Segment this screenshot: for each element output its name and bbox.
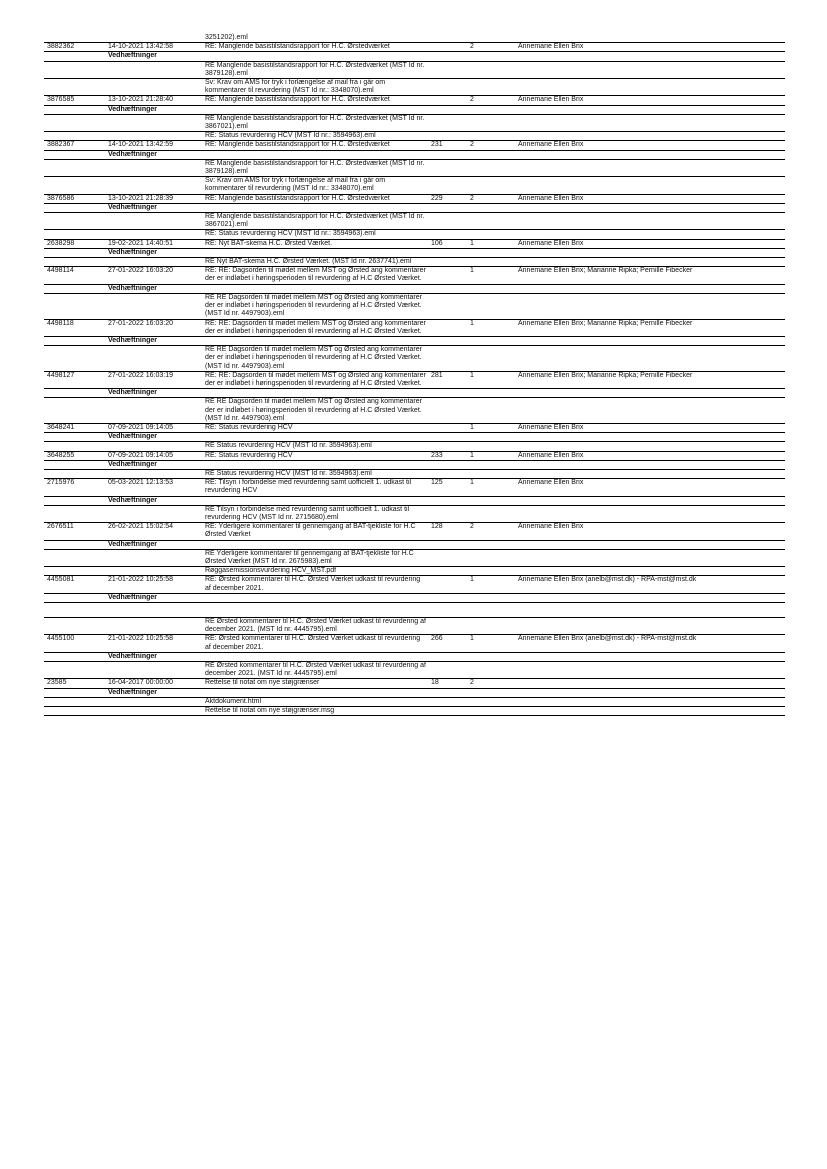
document-id: 3876585 xyxy=(44,96,105,105)
document-recipients: Annemarie Ellen Brix xyxy=(515,523,785,540)
document-date: 14-10-2021 13:42:59 xyxy=(105,141,202,150)
document-count-a: 229 xyxy=(428,194,467,203)
document-recipients: Annemarie Ellen Brix xyxy=(515,96,785,105)
document-count-b: 1 xyxy=(467,267,515,284)
document-date: 27-01-2022 16:03:19 xyxy=(105,371,202,388)
attachments-header-row xyxy=(44,460,785,469)
attachments-label: Vedhæftninger xyxy=(105,336,202,345)
attachments-label: Vedhæftninger xyxy=(105,433,202,442)
document-count-a: 233 xyxy=(428,451,467,460)
document-id: 2715976 xyxy=(44,479,105,496)
attachment-filename[interactable]: Sv: Krav om AMS for tryk i forlængelse af mail fra i går om kommentarer til revurdering (MST Id nr.: 3348070).eml xyxy=(202,177,428,194)
document-recipients: Annemarie Ellen Brix xyxy=(515,479,785,496)
document-recipients xyxy=(515,679,785,688)
attachments-header-row xyxy=(44,203,785,212)
document-date: 19-02-2021 14:40:51 xyxy=(105,239,202,248)
document-id: 3648241 xyxy=(44,423,105,432)
document-recipients: Annemarie Ellen Brix xyxy=(515,141,785,150)
attachment-filename[interactable]: RE Ørsted kommentarer til H.C. Ørsted Værket udkast til revurdering af december 2021. (MST Id nr. 4445795).eml xyxy=(202,618,428,635)
attachment-row[interactable] xyxy=(44,567,785,576)
document-id: 4498127 xyxy=(44,371,105,388)
document-date: 07-09-2021 09:14:05 xyxy=(105,423,202,432)
document-page xyxy=(44,34,785,716)
attachments-label: Vedhæftninger xyxy=(105,284,202,293)
attachment-row[interactable] xyxy=(44,213,785,230)
attachment-filename[interactable]: RE Manglende basistilstandsrapport for H.C. Ørstedværket (MST Id nr. 3879128).eml xyxy=(202,61,428,78)
document-subject: RE: RE: Dagsorden til mødet mellem MST og Ørsted ang kommentarer der er indløbet i høringsperioden til revurdering af H.C Ørsted Værket. xyxy=(202,371,428,388)
attachment-filename[interactable]: Aktdokument.html xyxy=(202,697,428,706)
attachments-header-row xyxy=(44,248,785,257)
document-recipients: Annemarie Ellen Brix xyxy=(515,423,785,432)
attachments-header-row xyxy=(44,105,785,114)
document-row[interactable] xyxy=(44,43,785,52)
document-count-a: 106 xyxy=(428,239,467,248)
document-row[interactable] xyxy=(44,479,785,496)
document-count-b: 1 xyxy=(467,576,515,593)
document-row[interactable] xyxy=(44,371,785,388)
attachments-label: Vedhæftninger xyxy=(105,203,202,212)
document-date: 27-01-2022 16:03:20 xyxy=(105,319,202,336)
attachment-filename[interactable]: RE Manglende basistilstandsrapport for H.C. Ørstedværket (MST Id nr. 3879128).eml xyxy=(202,159,428,176)
document-subject: RE: RE: Dagsorden til mødet mellem MST og Ørsted ang kommentarer der er indløbet i høringsperioden til revurdering af H.C Ørsted Værket. xyxy=(202,319,428,336)
attachment-row[interactable] xyxy=(44,61,785,78)
document-row[interactable] xyxy=(44,451,785,460)
document-id: 23585 xyxy=(44,679,105,688)
document-subject: RE: Manglende basistilstandsrapport for H.C. Ørstedværket xyxy=(202,141,428,150)
attachments-header-row xyxy=(44,389,785,398)
document-id: 3882362 xyxy=(44,43,105,52)
document-row[interactable] xyxy=(44,239,785,248)
attachments-header-row xyxy=(44,593,785,602)
document-count-b: 1 xyxy=(467,371,515,388)
document-count-a xyxy=(428,423,467,432)
attachment-row[interactable] xyxy=(44,177,785,194)
attachment-row[interactable] xyxy=(44,707,785,716)
attachment-filename[interactable]: RE Manglende basistilstandsrapport for H.C. Ørstedværket (MST Id nr. 3867021).eml xyxy=(202,114,428,131)
attachment-filename[interactable]: RE RE Dagsorden til mødet mellem MST og Ørsted ang kommentarer der er indløbet i høringsperioden til revurdering af H.C Ørsted Værket. (MST Id nr. 4497903).eml xyxy=(202,293,428,319)
document-row[interactable] xyxy=(44,141,785,150)
attachments-header-row xyxy=(44,433,785,442)
attachment-filename[interactable] xyxy=(202,603,428,618)
document-count-b: 1 xyxy=(467,319,515,336)
document-recipients: Annemarie Ellen Brix; Marianne Ripka; Pernille Fibecker xyxy=(515,319,785,336)
document-subject: RE: Yderligere kommentarer til gennemgang af BAT-tjekliste for H.C Ørsted Værket xyxy=(202,523,428,540)
document-date: 21-01-2022 10:25:58 xyxy=(105,635,202,652)
attachment-filename[interactable]: RE: Status revurdering HCV (MST Id nr.: 3594963).eml xyxy=(202,132,428,141)
attachment-row[interactable] xyxy=(44,662,785,679)
attachment-filename[interactable]: Rettelse til notat om nye støjgrænser.msg xyxy=(202,707,428,716)
attachment-row[interactable] xyxy=(44,469,785,478)
attachment-row[interactable] xyxy=(44,505,785,522)
attachments-label: Vedhæftninger xyxy=(105,540,202,549)
document-count-a xyxy=(428,43,467,52)
attachments-header-row xyxy=(44,150,785,159)
document-count-a: 128 xyxy=(428,523,467,540)
attachment-row[interactable] xyxy=(44,79,785,96)
attachments-label: Vedhæftninger xyxy=(105,150,202,159)
document-date: 26-02-2021 15:02:54 xyxy=(105,523,202,540)
attachments-header-row xyxy=(44,652,785,661)
continued-fragment: 3251202).eml xyxy=(202,34,428,43)
document-recipients: Annemarie Ellen Brix xyxy=(515,43,785,52)
document-id: 3882367 xyxy=(44,141,105,150)
document-row[interactable] xyxy=(44,267,785,284)
document-list-table xyxy=(44,34,785,716)
attachment-filename[interactable]: RE Status revurdering HCV (MST Id nr. 3594963).eml xyxy=(202,469,428,478)
document-id: 4498114 xyxy=(44,267,105,284)
attachment-filename[interactable]: RE Ørsted kommentarer til H.C. Ørsted Værket udkast til revurdering af december 2021. (MST Id nr. 4445795).eml xyxy=(202,662,428,679)
attachment-filename[interactable]: RE Nyt BAT-skema H.C. Ørsted Værket. (MST Id nr. 2637741).eml xyxy=(202,258,428,267)
attachment-row[interactable] xyxy=(44,132,785,141)
attachment-filename[interactable]: RE Manglende basistilstandsrapport for H.C. Ørstedværket (MST Id nr. 3867021).eml xyxy=(202,213,428,230)
attachments-header-row xyxy=(44,496,785,505)
document-date: 14-10-2021 13:42:58 xyxy=(105,43,202,52)
attachments-label: Vedhæftninger xyxy=(105,248,202,257)
document-recipients: Annemarie Ellen Brix; Marianne Ripka; Pernille Fibecker xyxy=(515,371,785,388)
document-row[interactable] xyxy=(44,194,785,203)
document-date: 13-10-2021 21:28:40 xyxy=(105,96,202,105)
document-count-b: 1 xyxy=(467,451,515,460)
document-subject: RE: Tilsyn i forbindelse med revurdering samt uofficielt 1. udkast til revurdering HCV xyxy=(202,479,428,496)
attachment-row[interactable] xyxy=(44,230,785,239)
document-id: 3876586 xyxy=(44,194,105,203)
document-date: 07-09-2021 09:14:05 xyxy=(105,451,202,460)
attachment-filename[interactable]: RE Tilsyn i forbindelse med revurdering samt uofficielt 1. udkast til revurdering HCV (MST Id nr. 2715680).eml xyxy=(202,505,428,522)
document-subject: RE: Ørsted kommentarer til H.C. Ørsted Værket udkast til revurdering af december 2021. xyxy=(202,635,428,652)
document-date: 21-01-2022 10:25:58 xyxy=(105,576,202,593)
attachments-label: Vedhæftninger xyxy=(105,652,202,661)
document-subject: RE: RE: Dagsorden til mødet mellem MST og Ørsted ang kommentarer der er indløbet i høringsperioden til revurdering af H.C Ørsted Værket. xyxy=(202,267,428,284)
document-date: 13-10-2021 21:28:39 xyxy=(105,194,202,203)
document-count-a: 125 xyxy=(428,479,467,496)
document-recipients: Annemarie Ellen Brix (anelb@mst.dk) - RPA-mst@mst.dk xyxy=(515,635,785,652)
attachments-header-row xyxy=(44,284,785,293)
document-count-a: 231 xyxy=(428,141,467,150)
document-id: 2676511 xyxy=(44,523,105,540)
document-subject: RE: Ørsted kommentarer til H.C. Ørsted Værket udkast til revurdering af december 2021. xyxy=(202,576,428,593)
attachments-header-row xyxy=(44,52,785,61)
document-id: 4455100 xyxy=(44,635,105,652)
attachment-filename[interactable]: RE Yderligere kommentarer til gennemgang af BAT-tjekliste for H.C Ørsted Værket (MST Id nr. 2675983).eml xyxy=(202,549,428,566)
document-row[interactable] xyxy=(44,523,785,540)
attachment-filename[interactable]: RE Status revurdering HCV (MST Id nr. 3594963).eml xyxy=(202,442,428,451)
document-row[interactable] xyxy=(44,576,785,593)
document-subject: RE: Manglende basistilstandsrapport for H.C. Ørstedværket xyxy=(202,43,428,52)
document-recipients: Annemarie Ellen Brix xyxy=(515,451,785,460)
document-count-a xyxy=(428,267,467,284)
attachment-filename[interactable]: Røggasemissionsvurdering HCV_MST.pdf xyxy=(202,567,428,576)
document-subject: RE: Nyt BAT-skema H.C. Ørsted Værket. xyxy=(202,239,428,248)
document-count-a: 18 xyxy=(428,679,467,688)
attachment-filename[interactable]: RE RE Dagsorden til mødet mellem MST og Ørsted ang kommentarer der er indløbet i høringsperioden til revurdering af H.C Ørsted Værket. (MST Id nr. 4497903).eml xyxy=(202,398,428,424)
document-row[interactable] xyxy=(44,635,785,652)
attachment-filename[interactable]: Sv: Krav om AMS for tryk i forlængelse af mail fra i går om kommentarer til revurdering (MST Id nr.: 3348070).eml xyxy=(202,79,428,96)
document-date: 05-03-2021 12:13:53 xyxy=(105,479,202,496)
attachment-row[interactable] xyxy=(44,697,785,706)
document-subject: RE: Status revurdering HCV xyxy=(202,423,428,432)
document-subject: Rettelse til notat om nye støjgrænser xyxy=(202,679,428,688)
attachment-row[interactable] xyxy=(44,618,785,635)
document-date: 16-04-2017 00:00:00 xyxy=(105,679,202,688)
document-count-a xyxy=(428,96,467,105)
attachments-label: Vedhæftninger xyxy=(105,496,202,505)
attachment-row[interactable] xyxy=(44,549,785,566)
attachments-header-row xyxy=(44,336,785,345)
document-id: 3648255 xyxy=(44,451,105,460)
document-row[interactable] xyxy=(44,319,785,336)
attachments-header-row xyxy=(44,540,785,549)
attachments-label: Vedhæftninger xyxy=(105,389,202,398)
document-row[interactable] xyxy=(44,423,785,432)
attachments-header-row xyxy=(44,688,785,697)
document-count-b: 2 xyxy=(467,43,515,52)
document-count-b: 2 xyxy=(467,96,515,105)
document-id: 4455081 xyxy=(44,576,105,593)
attachments-label: Vedhæftninger xyxy=(105,460,202,469)
document-id: 2638298 xyxy=(44,239,105,248)
attachment-row[interactable] xyxy=(44,114,785,131)
document-subject: RE: Status revurdering HCV xyxy=(202,451,428,460)
document-subject: RE: Manglende basistilstandsrapport for H.C. Ørstedværket xyxy=(202,96,428,105)
document-recipients: Annemarie Ellen Brix; Marianne Ripka; Pernille Fibecker xyxy=(515,267,785,284)
attachment-row[interactable] xyxy=(44,346,785,372)
attachment-filename[interactable]: RE RE Dagsorden til mødet mellem MST og Ørsted ang kommentarer der er indløbet i høringsperioden til revurdering af H.C Ørsted Værket. (MST Id nr. 4497903).eml xyxy=(202,346,428,372)
attachment-row[interactable] xyxy=(44,293,785,319)
attachment-row[interactable] xyxy=(44,442,785,451)
document-count-a: 281 xyxy=(428,371,467,388)
continued-row xyxy=(44,34,785,43)
attachment-filename[interactable]: RE: Status revurdering HCV (MST Id nr.: 3594963).eml xyxy=(202,230,428,239)
document-count-b: 2 xyxy=(467,523,515,540)
document-count-b: 2 xyxy=(467,679,515,688)
document-subject: RE: Manglende basistilstandsrapport for H.C. Ørstedværket xyxy=(202,194,428,203)
document-date: 27-01-2022 16:03:20 xyxy=(105,267,202,284)
attachment-row[interactable] xyxy=(44,398,785,424)
document-row[interactable] xyxy=(44,96,785,105)
document-count-b: 2 xyxy=(467,194,515,203)
document-count-b: 1 xyxy=(467,635,515,652)
document-recipients: Annemarie Ellen Brix xyxy=(515,239,785,248)
document-recipients: Annemarie Ellen Brix xyxy=(515,194,785,203)
attachment-row[interactable] xyxy=(44,258,785,267)
document-count-b: 1 xyxy=(467,479,515,496)
document-row[interactable] xyxy=(44,679,785,688)
attachment-row[interactable] xyxy=(44,603,785,618)
document-id: 4498118 xyxy=(44,319,105,336)
attachments-label: Vedhæftninger xyxy=(105,105,202,114)
attachments-label: Vedhæftninger xyxy=(105,688,202,697)
document-recipients: Annemarie Ellen Brix (anelb@mst.dk) - RPA-mst@mst.dk xyxy=(515,576,785,593)
document-count-a xyxy=(428,576,467,593)
attachment-row[interactable] xyxy=(44,159,785,176)
document-count-b: 1 xyxy=(467,423,515,432)
document-count-b: 1 xyxy=(467,239,515,248)
document-count-a: 266 xyxy=(428,635,467,652)
attachments-label: Vedhæftninger xyxy=(105,52,202,61)
document-count-a xyxy=(428,319,467,336)
attachments-label: Vedhæftninger xyxy=(105,593,202,602)
document-count-b: 2 xyxy=(467,141,515,150)
